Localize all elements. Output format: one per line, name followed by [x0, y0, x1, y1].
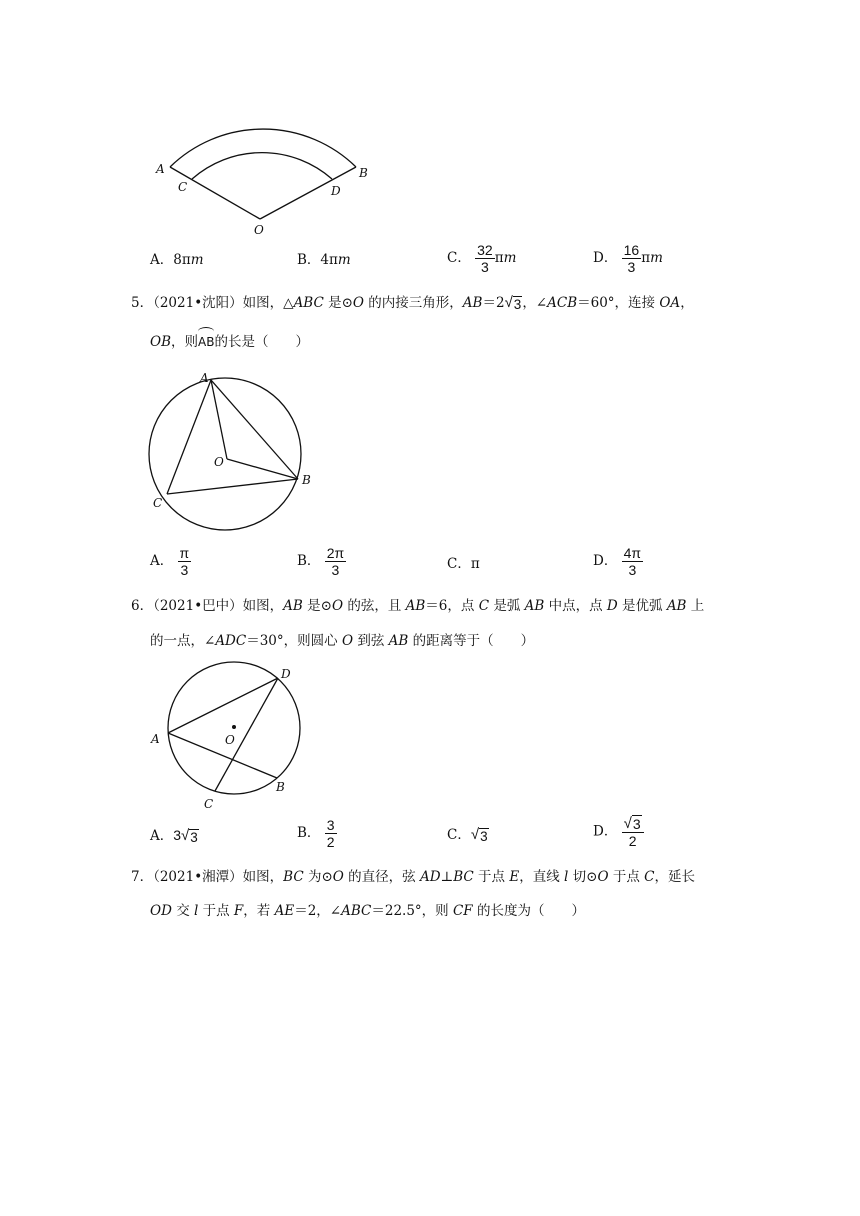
option-letter: C． — [447, 556, 471, 572]
q4-option-c[interactable] — [447, 242, 516, 275]
var: AB — [388, 633, 409, 649]
q5-stem-line2 — [150, 332, 309, 352]
question-source: （2021•巴中） — [153, 598, 243, 614]
var: F — [233, 903, 244, 919]
text: 于点 — [608, 869, 645, 885]
sqrt: √ 3 — [623, 815, 641, 832]
numerator: 16 — [623, 242, 640, 258]
question-number: 7． — [131, 869, 154, 885]
question-number: 5． — [131, 295, 154, 311]
text: ＝2，∠ — [294, 903, 342, 919]
text: 是优弧 — [617, 598, 667, 614]
q5-option-a[interactable] — [150, 545, 191, 578]
q6-option-c[interactable] — [447, 825, 489, 845]
q4-option-a[interactable] — [150, 250, 204, 270]
sqrt: √ 3 — [181, 827, 198, 845]
q6-stem-line1 — [131, 596, 704, 616]
sqrt: √ 3 — [470, 826, 488, 844]
var: OB — [150, 334, 171, 350]
text: 是⊙ — [302, 598, 332, 614]
option-unit: m — [337, 252, 351, 268]
text: ，直线 — [519, 869, 565, 885]
label-d: D — [331, 184, 341, 198]
option-letter: A． — [150, 252, 174, 268]
q4-option-b[interactable] — [297, 250, 351, 270]
var: O — [331, 598, 344, 614]
label-o: O — [225, 733, 235, 747]
numerator: 4π — [623, 545, 642, 561]
text: ＝6，点 — [425, 598, 479, 614]
radicand: 3 — [632, 816, 641, 832]
numerator: 2π — [326, 545, 345, 561]
fraction — [178, 545, 192, 578]
text: ， — [680, 295, 694, 311]
var: O — [341, 633, 354, 649]
label-d: D — [281, 667, 291, 681]
var: AB — [524, 598, 545, 614]
var: AB — [405, 598, 426, 614]
option-unit: m — [650, 250, 663, 266]
text: 的内接三角形， — [364, 295, 463, 311]
text: 于点 — [198, 903, 234, 919]
text: 的直径，弦 — [343, 869, 420, 885]
numerator: 3 — [326, 817, 335, 833]
q5-option-c[interactable] — [447, 554, 480, 574]
var: O — [352, 295, 364, 311]
q7-stem-line2 — [150, 901, 585, 921]
label-a: A — [151, 732, 160, 746]
fraction — [622, 242, 642, 275]
arc-ab: AB — [198, 332, 214, 352]
label-b: B — [276, 780, 285, 794]
var: CF — [452, 903, 473, 919]
text: 如图，△ — [242, 295, 294, 311]
label-a: A — [156, 162, 165, 176]
text: ，延长 — [654, 869, 695, 885]
sqrt: √ 3 — [504, 294, 522, 312]
radicand: 3 — [513, 297, 522, 312]
text: 于点 — [473, 869, 510, 885]
text: 的一点，∠ — [150, 633, 216, 649]
text: 的距离等于（ ） — [408, 633, 535, 649]
var: AB — [462, 295, 483, 311]
label-a: A — [200, 371, 209, 385]
fraction — [475, 242, 495, 275]
text: 如图， — [242, 869, 284, 885]
text: 切⊙ — [568, 869, 598, 885]
fraction — [622, 545, 643, 578]
q4-figure — [150, 105, 380, 240]
denominator: 2 — [628, 833, 637, 849]
text: 上 — [686, 598, 705, 614]
denominator: 3 — [481, 259, 489, 275]
option-letter: B． — [297, 553, 321, 569]
var: C — [478, 598, 490, 614]
denominator: 3 — [627, 259, 636, 275]
option-unit: m — [503, 250, 517, 266]
var: BC — [283, 869, 304, 885]
var: O — [597, 869, 609, 885]
q4-option-d[interactable] — [593, 242, 663, 275]
text: ，∠ — [522, 295, 548, 311]
var: AE — [274, 903, 295, 919]
q6-figure — [145, 660, 310, 815]
var: ACB — [547, 295, 578, 311]
q5-option-b[interactable] — [297, 545, 346, 578]
label-c: C — [153, 496, 163, 510]
denominator: 3 — [628, 562, 637, 578]
text: 是弧 — [489, 598, 525, 614]
option-value: 4π — [320, 252, 338, 268]
option-value: π — [470, 556, 480, 572]
q5-option-d[interactable] — [593, 545, 643, 578]
text: 如图， — [242, 598, 284, 614]
option-value: 8π — [173, 252, 191, 268]
var: E — [509, 869, 520, 885]
option-letter: A． — [150, 828, 174, 844]
text: ，若 — [243, 903, 275, 919]
denominator: 3 — [331, 562, 340, 578]
option-letter: C． — [447, 827, 471, 843]
text: 的弦，且 — [343, 598, 406, 614]
option-letter: A． — [150, 553, 174, 569]
var: ABC — [341, 903, 372, 919]
option-letter: D． — [593, 823, 618, 840]
text: 为⊙ — [303, 869, 333, 885]
text: ＝30°，则圆心 — [246, 633, 342, 649]
radicand: 3 — [480, 829, 488, 844]
q7-stem-line1 — [131, 867, 695, 887]
numerator: π — [179, 545, 190, 561]
q6-stem-line2 — [150, 631, 534, 651]
option-pi: π — [641, 250, 651, 266]
label-c: C — [178, 180, 188, 194]
var: l — [194, 903, 199, 919]
fraction — [325, 817, 337, 850]
var: l — [564, 869, 569, 885]
text: ⊥ — [440, 869, 454, 885]
q5-figure — [145, 368, 320, 538]
text: 是⊙ — [323, 295, 353, 311]
text: ，则 — [171, 334, 198, 350]
text: 的长是（ ） — [214, 334, 309, 350]
numerator — [622, 815, 644, 833]
option-letter: B． — [297, 825, 321, 841]
text: 到弦 — [353, 633, 389, 649]
text: ＝60°，连接 — [577, 295, 660, 311]
denominator: 3 — [180, 562, 189, 578]
var: ABC — [293, 295, 324, 311]
option-letter: D． — [593, 250, 618, 266]
denominator: 2 — [326, 834, 335, 850]
label-b: B — [302, 473, 311, 487]
q6-option-d[interactable] — [593, 815, 644, 849]
var: OA — [659, 295, 681, 311]
option-letter: C． — [447, 250, 471, 266]
question-source: （2021•湘潭） — [153, 869, 243, 885]
question-number: 6． — [131, 598, 154, 614]
label-o: O — [214, 455, 224, 469]
option-unit: m — [190, 252, 204, 268]
var: C — [644, 869, 655, 885]
text: 的长度为（ ） — [472, 903, 585, 919]
label-c: C — [204, 797, 214, 811]
text: 交 — [171, 903, 194, 919]
var: O — [332, 869, 344, 885]
option-letter: D． — [593, 553, 618, 569]
option-pi: π — [494, 250, 504, 266]
text: ＝2 — [482, 295, 505, 311]
var: AD — [419, 869, 441, 885]
label-o: O — [254, 223, 264, 237]
fraction — [325, 545, 346, 578]
var: OD — [150, 903, 172, 919]
radicand: 3 — [190, 830, 198, 845]
fraction — [622, 815, 644, 849]
var: D — [606, 598, 618, 614]
q6-option-a[interactable] — [150, 825, 199, 846]
var: ADC — [215, 633, 247, 649]
q5-stem-line1 — [131, 293, 694, 313]
coefficient: 3 — [173, 827, 182, 843]
var: BC — [453, 869, 474, 885]
question-source: （2021•沈阳） — [153, 295, 243, 311]
numerator: 32 — [477, 242, 493, 258]
label-b: B — [359, 166, 368, 180]
text: 中点，点 — [544, 598, 607, 614]
text: ＝22.5°，则 — [371, 903, 453, 919]
option-letter: B． — [297, 252, 321, 268]
var: AB — [666, 598, 687, 614]
q6-option-b[interactable] — [297, 817, 337, 850]
var: AB — [283, 598, 303, 614]
